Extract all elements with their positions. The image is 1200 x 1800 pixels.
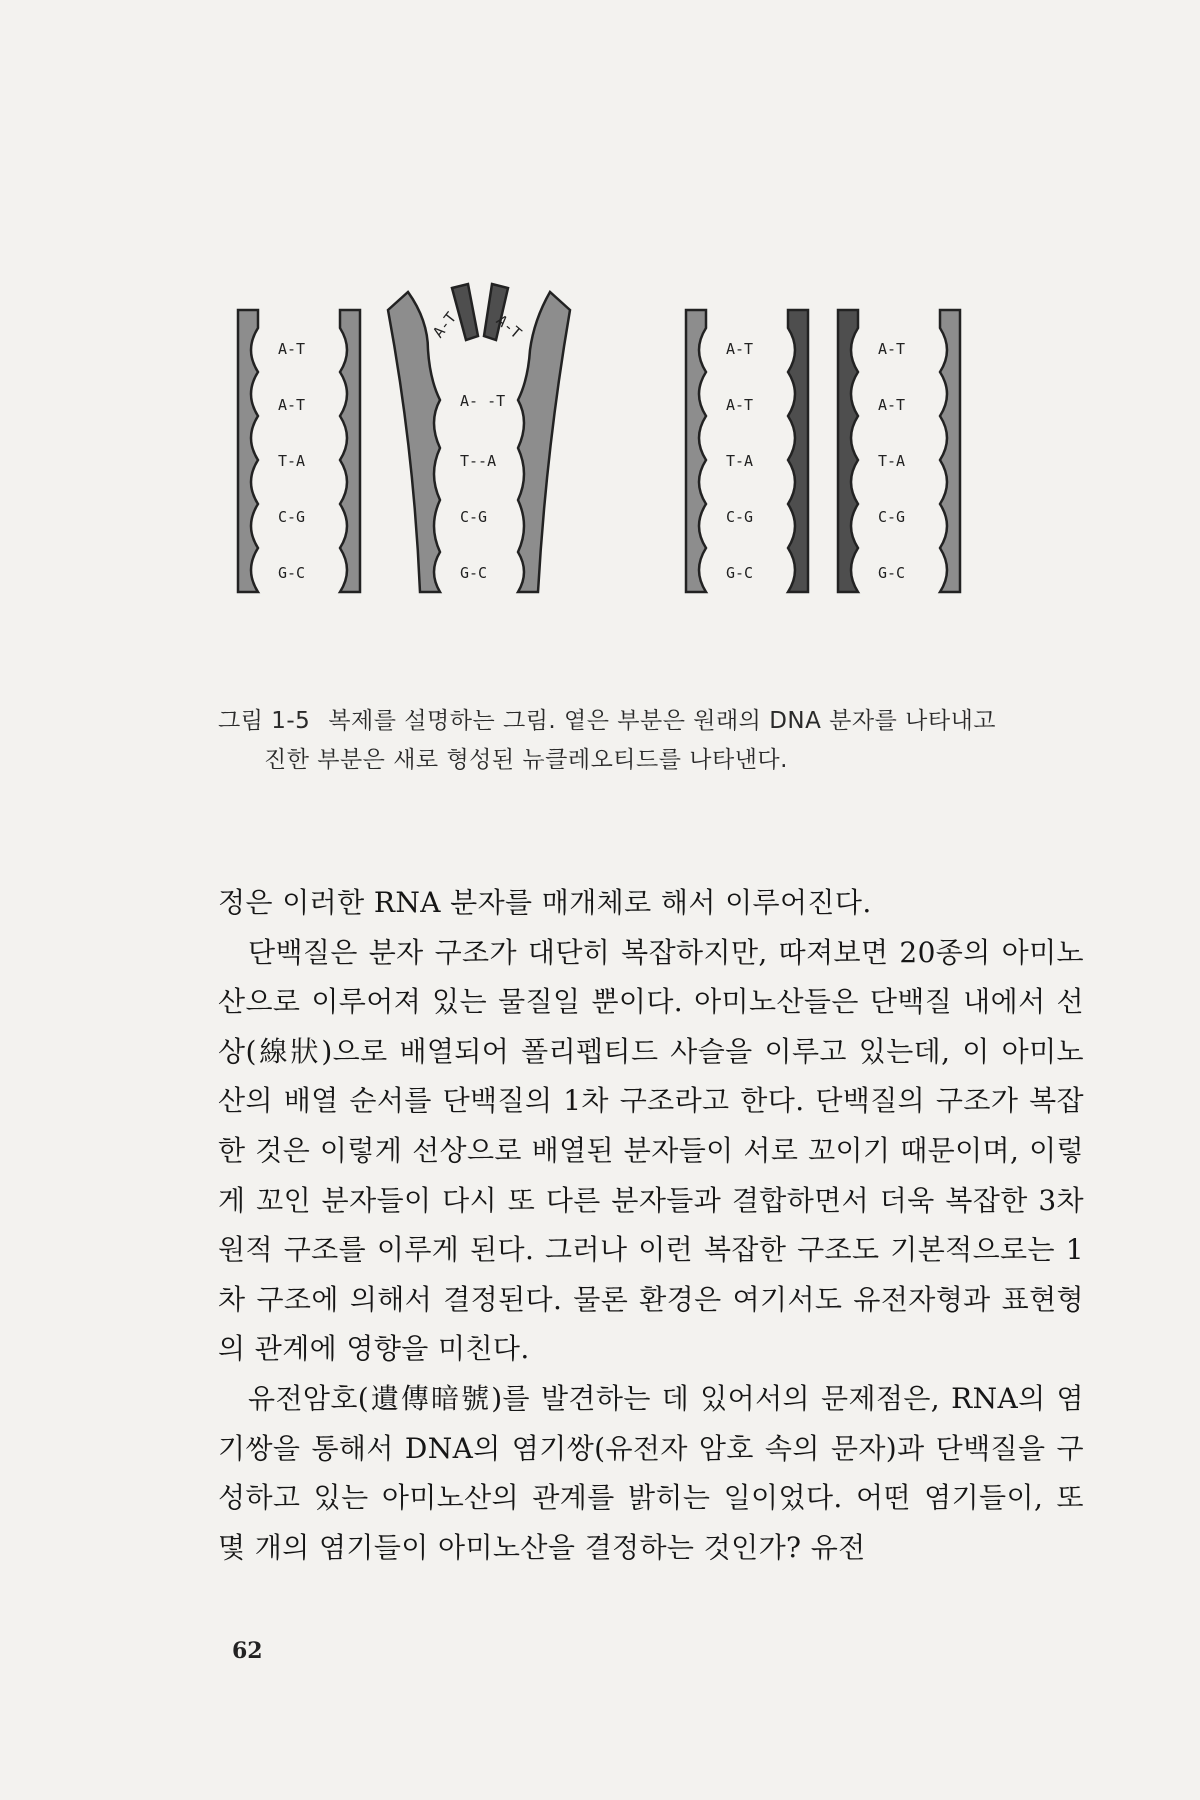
page-number: 62 xyxy=(232,1638,263,1664)
paragraph: 단백질은 분자 구조가 대단히 복잡하지만, 따져보면 20종의 아미노산으로 이루어져 있는 물질일 뿐이다. 아미노산들은 단백질 내에서 선상(線狀)으로 배열되어 폴리펩티드 사슬을 이루고 있는데, 이 아미노산의 배열 순서를 단백질의 1차 구조라고 한다. 단백질의 구조가 복잡한 것은 이렇게 선상으로 배열된 분자들이 서로 꼬이기 때문이며, 이렇게 꼬인 분자들이 다시 또 다른 분자들과 결합하면서 더욱 복잡한 3차원적 구조를 이루게 된다. 그러나 이런 복잡한 구조도 기본적으로는 1차 구조에 의해서 결정된다. 물론 환경은 여기서도 유전자형과 표현형의 관계에 영향을 미친다. xyxy=(218,935,1084,1366)
base-pair: A-T xyxy=(726,340,754,358)
strand-right-fork xyxy=(518,292,570,592)
dna-replication-figure xyxy=(230,270,1030,650)
base-pair: T--A xyxy=(460,452,497,470)
caption-line-1: 복제를 설명하는 그림. 옅은 부분은 원래의 DNA 분자를 나타내고 xyxy=(328,708,997,734)
base-pair: A- -T xyxy=(460,392,506,410)
dna-replication-diagram xyxy=(230,270,1030,650)
base-pair: C-G xyxy=(460,508,488,526)
base-pair: G-C xyxy=(726,564,754,582)
base-pair: G-C xyxy=(278,564,306,582)
base-pair: T-A xyxy=(278,452,306,470)
base-pair: G-C xyxy=(878,564,906,582)
paragraph: 유전암호(遺傳暗號)를 발견하는 데 있어서의 문제점은, RNA의 염기쌍을 통해서 DNA의 염기쌍(유전자 암호 속의 문자)과 단백질을 구성하고 있는 아미노산의 관계를 밝히는 일이었다. 어떤 염기들이, 또 몇 개의 염기들이 아미노산을 결정하는 것인가? 유전 xyxy=(218,1381,1084,1564)
base-pair: C-G xyxy=(278,508,306,526)
base-pair: A-T xyxy=(278,340,306,358)
body-text xyxy=(218,878,1084,1572)
caption-number: 그림 1-5 xyxy=(218,708,311,734)
base-pair: C-G xyxy=(726,508,754,526)
caption-line-2: 진한 부분은 새로 형성된 뉴클레오티드를 나타낸다. xyxy=(264,747,788,773)
base-pair: A-T xyxy=(878,340,906,358)
strand-new xyxy=(838,310,858,592)
panel-original-dna xyxy=(238,310,360,592)
panel-unwinding-dna xyxy=(388,284,570,592)
base-pair: C-G xyxy=(878,508,906,526)
panel-daughter-dna-1 xyxy=(686,310,808,592)
new-fragment-left xyxy=(452,284,478,340)
base-pair: A-T xyxy=(726,396,754,414)
strand-left xyxy=(238,310,258,592)
base-pair: A-T xyxy=(878,396,906,414)
strand-right xyxy=(340,310,360,592)
base-pair: A-T xyxy=(278,396,306,414)
paragraph: 정은 이러한 RNA 분자를 매개체로 해서 이루어진다. xyxy=(218,886,872,919)
base-pair: T-A xyxy=(726,452,754,470)
strand-original xyxy=(940,310,960,592)
strand-new xyxy=(788,310,808,592)
panel-daughter-dna-2 xyxy=(838,310,960,592)
base-pair: A-T xyxy=(429,308,461,342)
figure-caption xyxy=(218,702,1098,780)
base-pair: A-T xyxy=(492,311,526,343)
base-pair: G-C xyxy=(460,564,488,582)
strand-original xyxy=(686,310,706,592)
base-pair: T-A xyxy=(878,452,906,470)
strand-left-fork xyxy=(388,292,440,592)
